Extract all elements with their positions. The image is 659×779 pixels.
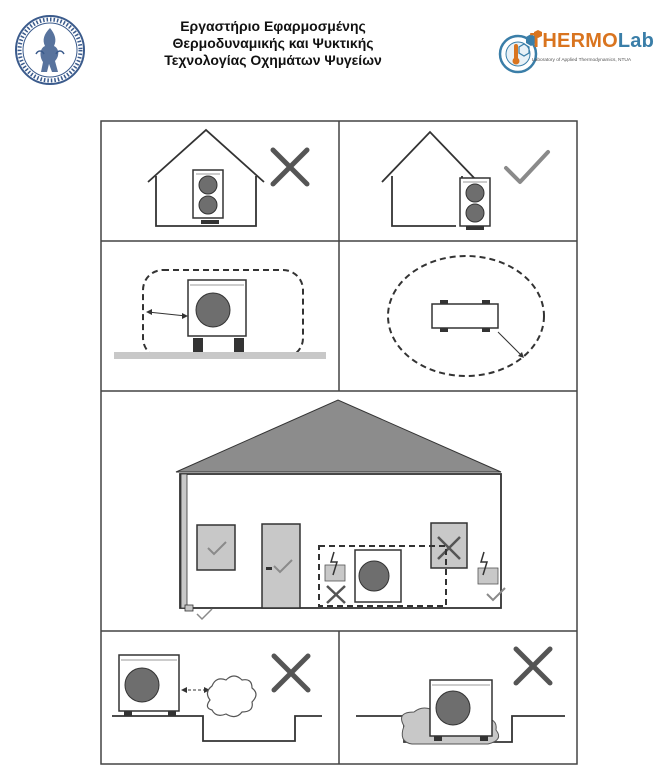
check-icon [506,152,548,182]
logo-wordmark-thermo: THERMO [530,30,618,52]
logo-subtitle: Laboratory of Applied Thermodynamics, NTUA [532,58,632,63]
cross-icon [273,150,307,184]
lab-title-line-2: Θερμοδυναμικής και Ψυκτικής [172,35,374,51]
panel-near-obstruction [112,655,322,741]
lab-title-line-3: Τεχνολογίας Οχημάτων Ψυγείων [164,52,382,68]
panel-clearance-side-view [114,270,326,359]
panel-wall-placement [176,400,505,619]
logo-wordmark-lab: Lab [617,30,655,52]
panel-unit-outside-house [382,132,490,230]
panel-unit-in-pit [356,680,565,744]
panel-unit-inside-house [148,130,264,226]
cross-icon [516,649,550,683]
panel-clearance-top-view [388,256,544,376]
lab-title-line-1: Εργαστήριο Εφαρμοσμένης [180,18,366,34]
cross-icon [274,656,308,690]
check-icon [197,609,212,619]
